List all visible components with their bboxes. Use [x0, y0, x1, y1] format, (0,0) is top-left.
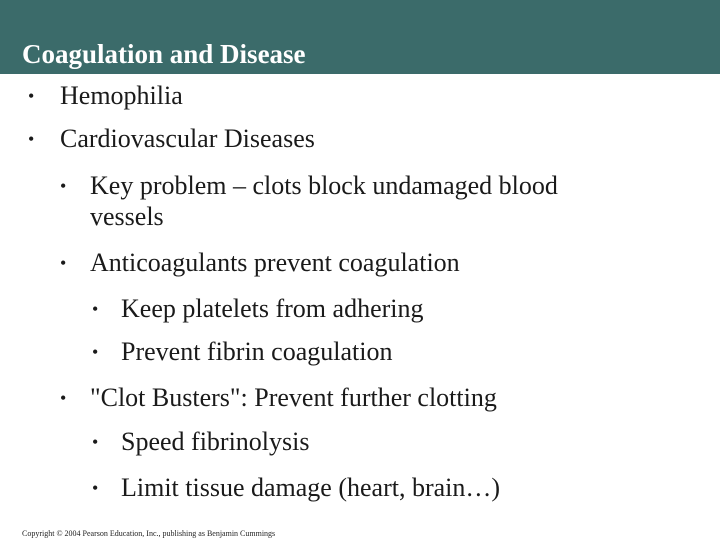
bullet-text: Keep platelets from adhering: [121, 294, 424, 323]
bullet-text: "Clot Busters": Prevent further clotting: [90, 383, 497, 412]
bullet-dot: •: [92, 432, 99, 452]
bullet-dot: •: [28, 129, 35, 149]
bullet-dot: •: [92, 478, 99, 498]
bullet-text: Prevent fibrin coagulation: [121, 337, 393, 366]
bullet-text: Anticoagulants prevent coagulation: [90, 248, 460, 277]
slide-title: Coagulation and Disease: [22, 39, 306, 69]
bullet-dot: •: [92, 342, 99, 362]
bullet-text: Limit tissue damage (heart, brain…): [121, 473, 501, 502]
bullet-text-line2: vessels: [90, 202, 164, 231]
copyright-footer: Copyright © 2004 Pearson Education, Inc., publishing as Benjamin Cummings: [22, 529, 276, 538]
bullet-dot: •: [60, 176, 67, 196]
bullet-text: Speed fibrinolysis: [121, 427, 310, 456]
bullet-text-line1: Key problem – clots block undamaged blood: [90, 171, 558, 200]
bullet-dot: •: [60, 388, 67, 408]
bullet-dot: •: [92, 299, 99, 319]
bullet-dot: •: [28, 86, 35, 106]
bullet-dot: •: [60, 253, 67, 273]
bullet-text: Hemophilia: [60, 81, 183, 110]
bullet-text: Cardiovascular Diseases: [60, 124, 315, 153]
